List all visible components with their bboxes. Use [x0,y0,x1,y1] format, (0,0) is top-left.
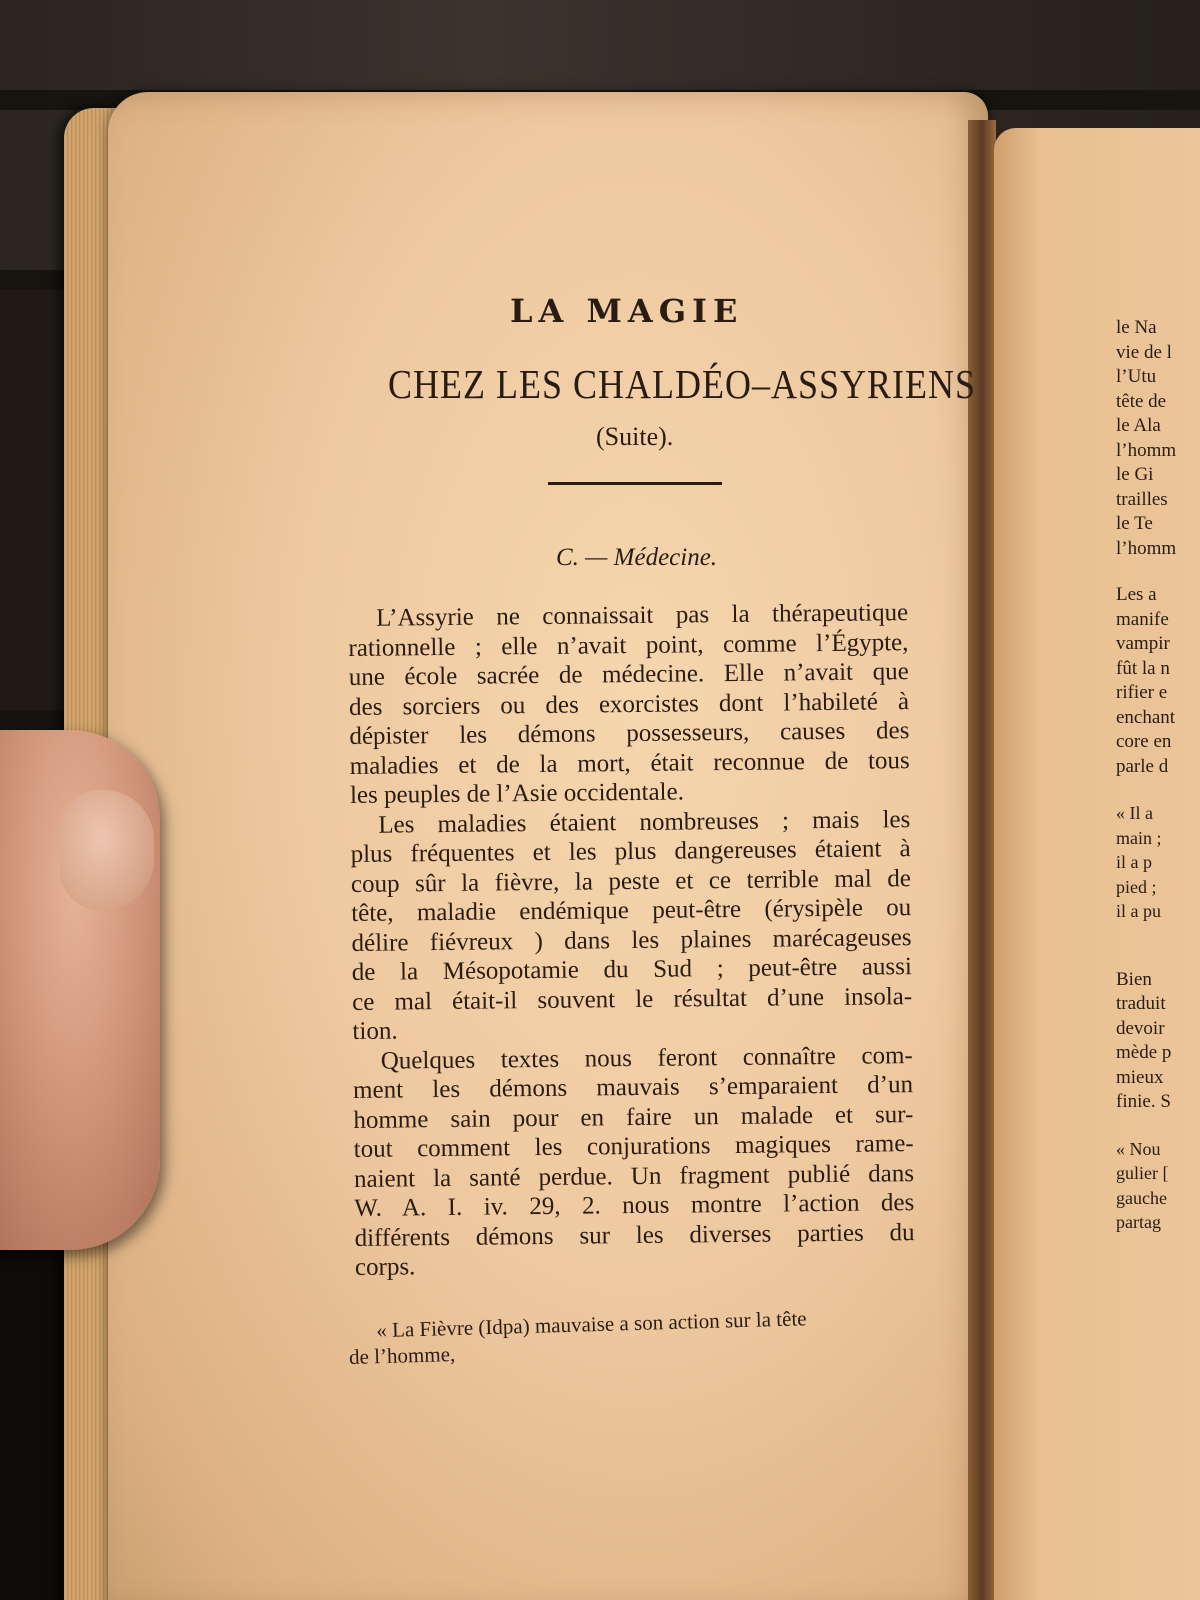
text-line: tout comment les conjurations magiques rame- [353,1130,914,1163]
fragment-line: l’Utu [1116,366,1157,387]
text-line: ce mal était-il souvent le résultat d’une insola- [352,982,913,1016]
right-page-text [1116,316,1200,1235]
fragment-line: vie de l [1116,341,1172,363]
fragment-line: l’homm [1116,439,1177,461]
text-line: homme sain pour en faire un malade et sur- [353,1100,914,1134]
fragment-line: partag [1116,1212,1161,1232]
text-line: de la Mésopotamie du Sud ; peut-être aussi [351,953,912,986]
fragment-line: main ; [1116,827,1162,848]
fragment-line: mède p [1116,1042,1172,1063]
text-line: Quelques textes nous feront connaître com- [380,1041,913,1075]
text-line: maladies et de la mort, était reconnue de tous [349,746,910,780]
fragment-line: traduit [1116,993,1166,1014]
quote-line: de l’homme, [348,1342,456,1369]
text-line: naient la santé perdue. Un fragment publié dans [353,1159,915,1193]
title-rule [548,482,722,485]
fragment-line: gauche [1116,1187,1167,1208]
text-line: ment les démons mauvais s’emparaient d’un [352,1071,914,1104]
fragment-line: le Na [1116,317,1157,338]
fragment-line: gulier [ [1116,1163,1169,1183]
fragment-line: le Te [1116,513,1153,534]
fragment-line: « Il a [1116,803,1153,823]
fragment-line: Bien [1116,968,1152,990]
thumbnail [60,790,154,910]
text-line: corps. [354,1253,416,1281]
fragment-line: vampir [1116,633,1170,654]
fragment-line: pied ; [1116,876,1157,897]
book-spine [968,120,996,1600]
fragment-line: parle d [1116,755,1169,777]
body-text [348,598,925,1282]
chapter-subtitle: CHEZ LES CHALDÉO–ASSYRIENS [388,361,977,408]
fragment-line: Les a [1116,584,1157,605]
text-line: tête, maladie endémique peut-être (érysipèle ou [351,894,912,927]
chapter-title: LA MAGIE [510,292,744,330]
fragment-line: devoir [1116,1017,1165,1039]
fragment-line: l’homm [1116,537,1177,559]
fragment-line: finie. S [1116,1091,1171,1112]
text-line: dépister les démons possesseurs, causes des [349,717,910,750]
text-line: rationnelle ; elle n’avait point, comme l’Égypte, [348,628,909,662]
text-line: L’Assyrie ne connaissait pas la thérapeutique [376,599,909,632]
text-line: Les maladies étaient nombreuses ; mais les [378,805,911,839]
text-line: W. A. I. iv. 29, 2. nous montre l’action des [354,1189,915,1222]
text-line: des sorciers ou des exorcistes dont l’habileté à [348,687,910,721]
fragment-line: fût la n [1116,657,1170,679]
text-line: une école sacrée de médecine. Elle n’avait que [348,658,909,691]
quote-line: « La Fièvre (Idpa) mauvaise a son action sur la tête [376,1306,807,1343]
fragment-line: le Gi [1116,464,1154,485]
fragment-line: « Nou [1116,1138,1161,1159]
fragment-line: trailles [1116,488,1168,510]
text-line: plus fréquentes et les plus dangereuses étaient à [350,835,911,868]
text-line: coup sûr la fièvre, la peste et ce terrible mal de [350,864,912,898]
text-line: les peuples de l’Asie occidentale. [349,778,685,809]
fragment-line: il a pu [1116,901,1161,921]
fragment-line: mieux [1116,1066,1164,1088]
text-line: différents démons sur les diverses parties du [354,1218,915,1252]
section-heading: C. — Médecine. [556,544,718,571]
fragment-line: tête de [1116,390,1167,412]
text-line: tion. [352,1017,398,1045]
fragment-line: il a p [1116,852,1152,872]
wood-table-background [0,0,1200,90]
fragment-line: rifier e [1116,682,1168,703]
fragment-line: le Ala [1116,415,1161,436]
fragment-line: enchant [1116,706,1176,728]
suite-label: (Suite). [596,422,674,451]
fragment-line: core en [1116,731,1172,752]
fragment-line: manife [1116,608,1169,630]
text-line: délire fiévreux ) dans les plaines marécageuses [351,923,912,957]
